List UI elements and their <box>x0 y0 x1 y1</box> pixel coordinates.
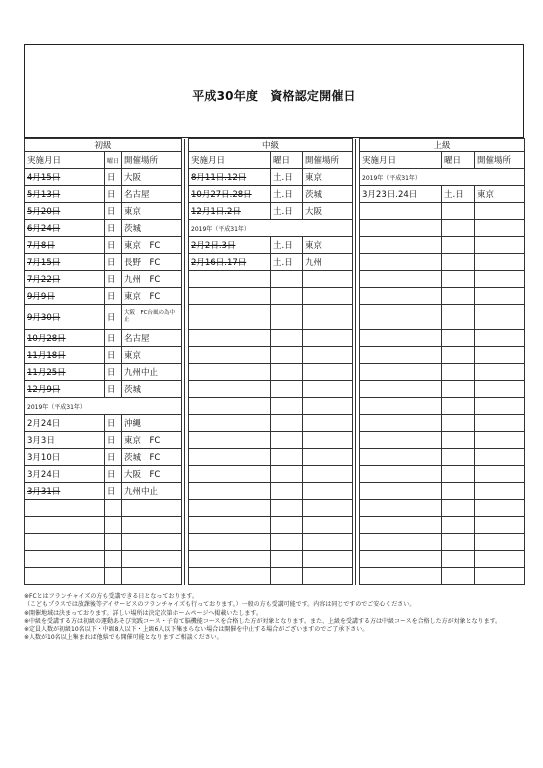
col-date: 実施月日 <box>360 152 442 169</box>
level-header-row <box>25 139 525 152</box>
cell-day <box>105 500 122 517</box>
table-row <box>25 347 525 364</box>
cell-date <box>360 568 442 585</box>
cell-place <box>475 288 525 305</box>
cell-place <box>475 305 525 330</box>
cell-place <box>475 415 525 432</box>
cell-day: 土.日 <box>271 237 303 254</box>
cell-date: 5月20日 <box>25 203 105 220</box>
cell-place <box>303 330 353 347</box>
cell-place: 茨城 <box>122 220 182 237</box>
cell-day: 日 <box>105 288 122 305</box>
cell-date <box>360 237 442 254</box>
cell-place: 名古屋 <box>122 186 182 203</box>
intermediate-header: 中級 <box>189 139 353 152</box>
cell-date <box>360 330 442 347</box>
cell-date: 9月30日 <box>25 305 105 330</box>
table-row <box>25 186 525 203</box>
cell-date <box>360 500 442 517</box>
note-line: ※開催地域は決まっております。詳しい場所は決定次第ホームページへ掲載いたします。 <box>24 609 262 617</box>
cell-place <box>303 432 353 449</box>
cell-place <box>475 330 525 347</box>
cell-place <box>303 364 353 381</box>
cell-day <box>105 534 122 551</box>
cell-date <box>360 364 442 381</box>
cell-place <box>303 466 353 483</box>
cell-day: 日 <box>105 203 122 220</box>
cell-place: 九州中止 <box>122 483 182 500</box>
cell-place <box>475 220 525 237</box>
table-row <box>25 449 525 466</box>
cell-day <box>442 415 475 432</box>
cell-day <box>442 449 475 466</box>
cell-date <box>360 415 442 432</box>
col-date: 実施月日 <box>189 152 271 169</box>
cell-place <box>303 449 353 466</box>
cell-place <box>475 483 525 500</box>
table-row <box>25 415 525 432</box>
cell-day <box>271 432 303 449</box>
cell-day <box>442 203 475 220</box>
cell-day: 日 <box>105 347 122 364</box>
table-row <box>25 551 525 568</box>
cell-date: 3月24日 <box>25 466 105 483</box>
cell-place <box>303 415 353 432</box>
cell-place <box>475 364 525 381</box>
cell-place <box>303 381 353 398</box>
cell-date <box>189 271 271 288</box>
cell-date <box>25 500 105 517</box>
col-day: 曜日 <box>442 152 475 169</box>
cell-place: 長野 FC <box>122 254 182 271</box>
cell-day <box>271 381 303 398</box>
cell-day <box>271 449 303 466</box>
cell-day: 日 <box>105 364 122 381</box>
title-box <box>24 44 524 138</box>
cell-place <box>303 398 353 415</box>
cell-date: 7月8日 <box>25 237 105 254</box>
cell-place: 名古屋 <box>122 330 182 347</box>
cell-place: 東京 FC <box>122 432 182 449</box>
cell-place <box>475 203 525 220</box>
col-day: 曜日 <box>271 152 303 169</box>
cell-day <box>271 330 303 347</box>
cell-place: 東京 <box>303 169 353 186</box>
col-date: 実施月日 <box>25 152 105 169</box>
table-row <box>25 381 525 398</box>
cell-date: 9月9日 <box>25 288 105 305</box>
cell-day <box>105 551 122 568</box>
cell-place <box>122 568 182 585</box>
cell-day <box>442 364 475 381</box>
cell-day <box>442 534 475 551</box>
cell-day <box>442 568 475 585</box>
cell-date <box>189 551 271 568</box>
cell-place: 茨城 FC <box>122 449 182 466</box>
cell-day: 日 <box>105 169 122 186</box>
col-day: 曜日 <box>105 152 122 169</box>
cell-date <box>360 347 442 364</box>
cell-day <box>442 398 475 415</box>
cell-place <box>303 500 353 517</box>
cell-date <box>360 483 442 500</box>
year-note: 2019年（平成31年） <box>25 398 182 415</box>
cell-place: 沖縄 <box>122 415 182 432</box>
cell-day: 日 <box>105 220 122 237</box>
table-row <box>25 398 525 415</box>
cell-date: 11月18日 <box>25 347 105 364</box>
cell-place: 東京 <box>122 203 182 220</box>
cell-day <box>271 305 303 330</box>
cell-place <box>122 551 182 568</box>
cell-date <box>189 364 271 381</box>
cell-day: 日 <box>105 271 122 288</box>
cell-day: 日 <box>105 186 122 203</box>
table-row <box>25 237 525 254</box>
table-row <box>25 364 525 381</box>
cell-day <box>271 466 303 483</box>
cell-place <box>475 568 525 585</box>
cell-day <box>442 254 475 271</box>
cell-date <box>360 220 442 237</box>
cell-place: 九州 <box>303 254 353 271</box>
page-title: 平成30年度 資格認定開催日 <box>192 89 356 103</box>
table-row <box>25 271 525 288</box>
cell-date <box>25 534 105 551</box>
cell-place <box>122 534 182 551</box>
cell-date <box>189 500 271 517</box>
cell-place <box>303 347 353 364</box>
cell-place <box>122 500 182 517</box>
cell-place <box>303 517 353 534</box>
cell-date: 3月31日 <box>25 483 105 500</box>
table-row <box>25 500 525 517</box>
cell-day <box>442 288 475 305</box>
cell-place <box>475 254 525 271</box>
table-row <box>25 568 525 585</box>
year-note: 2019年（平成31年） <box>189 220 353 237</box>
cell-day: 日 <box>105 330 122 347</box>
cell-date: 10月28日 <box>25 330 105 347</box>
cell-date <box>189 415 271 432</box>
cell-date: 7月22日 <box>25 271 105 288</box>
table-row <box>25 288 525 305</box>
cell-place: 大阪 <box>303 203 353 220</box>
note-line: ※中級を受講する方は初級の運動あそび実践コース・子育て脳機能コースを合格した方が対象となります。また、上級を受講する方は中級コースを合格した方が対象となります。 <box>24 617 502 625</box>
cell-day <box>442 483 475 500</box>
cell-date <box>25 517 105 534</box>
cell-place <box>303 483 353 500</box>
col-place: 開催場所 <box>122 152 182 169</box>
cell-place <box>303 305 353 330</box>
cell-date <box>189 305 271 330</box>
note-line: ※人数が10名以上集まれば他県でも開催可能となりますご相談ください。 <box>24 634 223 642</box>
cell-date <box>189 432 271 449</box>
cell-day <box>271 500 303 517</box>
note-line: ※FCとはフランチャイズの方も受講できる日となっております。 <box>24 593 198 600</box>
cell-date: 3月3日 <box>25 432 105 449</box>
cell-date <box>360 466 442 483</box>
cell-day <box>442 237 475 254</box>
cell-day: 日 <box>105 254 122 271</box>
col-place: 開催場所 <box>303 152 353 169</box>
cell-date: 2月2日.3日 <box>189 237 271 254</box>
cell-place <box>303 288 353 305</box>
cell-day: 日 <box>105 449 122 466</box>
cell-place <box>303 551 353 568</box>
cell-date: 3月23日.24日 <box>360 186 442 203</box>
cell-day: 日 <box>105 483 122 500</box>
cell-date <box>189 449 271 466</box>
cell-day <box>271 568 303 585</box>
table-row <box>25 330 525 347</box>
advanced-header: 上級 <box>360 139 525 152</box>
cell-place: 大阪 <box>122 169 182 186</box>
cell-day <box>442 517 475 534</box>
cell-day: 土.日 <box>271 203 303 220</box>
cell-day <box>442 432 475 449</box>
cell-date: 11月25日 <box>25 364 105 381</box>
cell-day <box>442 305 475 330</box>
cell-day <box>105 568 122 585</box>
cell-day: 日 <box>105 305 122 330</box>
cell-day: 土.日 <box>271 186 303 203</box>
cell-date <box>189 330 271 347</box>
cell-day <box>271 534 303 551</box>
cell-date <box>189 398 271 415</box>
cell-day <box>442 220 475 237</box>
table-row <box>25 254 525 271</box>
cell-place <box>475 398 525 415</box>
cell-day <box>105 517 122 534</box>
cell-date <box>360 449 442 466</box>
cell-place <box>122 517 182 534</box>
cell-day: 土.日 <box>442 186 475 203</box>
cell-date <box>189 347 271 364</box>
table-row <box>25 517 525 534</box>
cell-date: 5月13日 <box>25 186 105 203</box>
cell-day: 日 <box>105 381 122 398</box>
cell-date <box>360 432 442 449</box>
table-row <box>25 483 525 500</box>
cell-date <box>189 466 271 483</box>
cell-date <box>360 398 442 415</box>
cell-day: 土.日 <box>271 169 303 186</box>
cell-day <box>271 483 303 500</box>
cell-date <box>189 483 271 500</box>
cell-place <box>475 449 525 466</box>
cell-day <box>271 551 303 568</box>
table-row <box>25 203 525 220</box>
cell-day <box>442 500 475 517</box>
cell-place: 東京 <box>122 347 182 364</box>
cell-place <box>475 381 525 398</box>
cell-date: 3月10日 <box>25 449 105 466</box>
cell-date <box>360 381 442 398</box>
cell-date <box>360 305 442 330</box>
cell-date <box>189 381 271 398</box>
cell-place: 東京 <box>303 237 353 254</box>
cell-place: 九州 FC <box>122 271 182 288</box>
cell-place <box>475 500 525 517</box>
cell-day <box>271 364 303 381</box>
cell-date <box>360 517 442 534</box>
cell-place: 大阪 FC台風の為中止 <box>122 305 182 330</box>
cell-date: 4月15日 <box>25 169 105 186</box>
cell-date: 8月11日.12日 <box>189 169 271 186</box>
cell-day <box>271 271 303 288</box>
cell-place <box>475 551 525 568</box>
column-header-row <box>25 152 525 169</box>
cell-place <box>475 347 525 364</box>
note-line: （こどもプラスでは放課後等デイサービスのフランチャイズも行っております。）一般の方も受講可能です。内容は同じですのでご安心ください。 <box>24 601 416 609</box>
cell-place <box>303 534 353 551</box>
cell-place <box>475 271 525 288</box>
cell-day <box>271 415 303 432</box>
cell-day <box>271 347 303 364</box>
cell-date: 6月24日 <box>25 220 105 237</box>
cell-date <box>189 568 271 585</box>
cell-date <box>189 288 271 305</box>
note-line: ※定員人数が初級10名以下・中級8人以下・上級6人以下集まらない場合は開催を中止する場合がございますのでご了承下さい。 <box>24 626 369 634</box>
cell-place <box>475 466 525 483</box>
cell-date: 12月1日.2日 <box>189 203 271 220</box>
cell-day: 日 <box>105 415 122 432</box>
schedule-table <box>24 138 525 585</box>
table-row <box>25 534 525 551</box>
cell-day: 土.日 <box>271 254 303 271</box>
cell-date <box>360 254 442 271</box>
cell-place: 東京 <box>475 186 525 203</box>
cell-day <box>442 271 475 288</box>
table-row <box>25 305 525 330</box>
beginner-header: 初級 <box>25 139 182 152</box>
cell-day: 日 <box>105 466 122 483</box>
cell-place <box>475 237 525 254</box>
notes <box>24 593 524 643</box>
cell-day <box>442 347 475 364</box>
cell-day <box>442 466 475 483</box>
cell-day <box>271 288 303 305</box>
cell-place: 茨城 <box>303 186 353 203</box>
cell-date: 12月9日 <box>25 381 105 398</box>
cell-day <box>271 517 303 534</box>
cell-day: 日 <box>105 432 122 449</box>
cell-date: 10月27日.28日 <box>189 186 271 203</box>
cell-date <box>25 568 105 585</box>
table-row <box>25 220 525 237</box>
cell-date <box>25 551 105 568</box>
cell-place: 大阪 FC <box>122 466 182 483</box>
cell-place <box>475 534 525 551</box>
cell-day <box>271 398 303 415</box>
cell-date <box>360 551 442 568</box>
table-row <box>25 466 525 483</box>
cell-place <box>303 271 353 288</box>
cell-date <box>360 203 442 220</box>
cell-day <box>442 551 475 568</box>
cell-place: 九州中止 <box>122 364 182 381</box>
cell-day <box>442 330 475 347</box>
cell-place <box>475 517 525 534</box>
cell-date <box>189 517 271 534</box>
cell-date: 2月24日 <box>25 415 105 432</box>
cell-date: 2月16日.17日 <box>189 254 271 271</box>
cell-place <box>475 432 525 449</box>
col-place: 開催場所 <box>475 152 525 169</box>
table-row <box>25 432 525 449</box>
cell-date: 7月15日 <box>25 254 105 271</box>
cell-place: 東京 FC <box>122 288 182 305</box>
cell-day <box>442 381 475 398</box>
cell-day: 日 <box>105 237 122 254</box>
table-row <box>25 169 525 186</box>
cell-date <box>360 288 442 305</box>
cell-date <box>189 534 271 551</box>
cell-place <box>303 568 353 585</box>
cell-place: 茨城 <box>122 381 182 398</box>
cell-date <box>360 534 442 551</box>
cell-date <box>360 271 442 288</box>
year-note: 2019年（平成31年） <box>360 169 525 186</box>
cell-place: 東京 FC <box>122 237 182 254</box>
